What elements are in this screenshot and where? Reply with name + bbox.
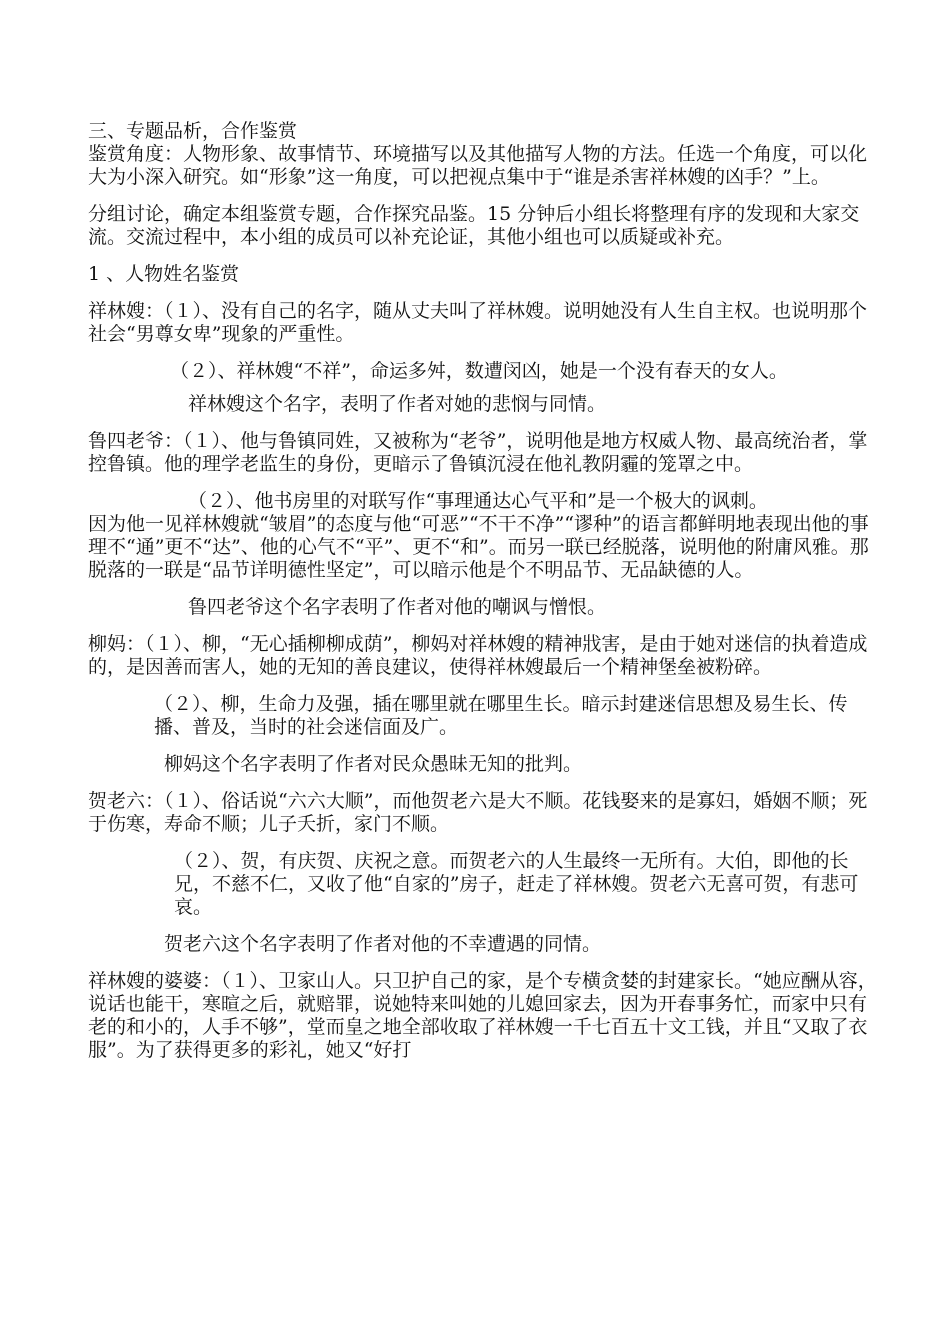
paragraph-xianglinsao-2: （２）、祥林嫂“不祥”，命运多舛，数遭闵凶，她是一个没有春天的女人。	[170, 360, 788, 382]
paragraph-helaoliu-summary: 贺老六这个名字表明了作者对他的不幸遭遇的同情。	[164, 933, 602, 955]
paragraph-liuma-2: （２）、柳，生命力及强，插在哪里就在哪里生长。暗示封建迷信思想及易生长、传播、普及，当时的社会迷信面及广。	[154, 693, 848, 738]
paragraph-xianglinsao-1: 祥林嫂：（１）、没有自己的名字，随从丈夫叫了祥林嫂。说明她没有人生自主权。也说明那个社会“男尊女卑”现象的严重性。	[88, 300, 868, 345]
paragraph-xianglinsao-summary: 祥林嫂这个名字，表明了作者对她的悲悯与同情。	[188, 393, 607, 415]
paragraph-liuma-summary: 柳妈这个名字表明了作者对民众愚昧无知的批判。	[164, 753, 583, 775]
paragraph-helaoliu-1: 贺老六：（１）、俗话说“六六大顺”，而他贺老六是大不顺。花钱娶来的是寡妇，婚姻不顺；死于伤寒，寿命不顺；儿子夭折，家门不顺。	[88, 790, 868, 835]
paragraph-lusilaoye-2-rest: 因为他一见祥林嫂就“皱眉”的态度与他“可恶”“不干不净”“谬种”的语言都鲜明地表现出他的事理不“通”更不“达”、他的心气不“平”、更不“和”。而另一联已经脱落，说明他的附庸风雅。那脱落的一联是“品节详明德性坚定”，可以暗示他是个不明品节、无品缺德的人。	[88, 513, 869, 581]
subheading-name-appreciation: 1 、人物姓名鉴赏	[88, 263, 240, 285]
paragraph-appreciation-angle: 鉴赏角度：人物形象、故事情节、环境描写以及其他描写人物的方法。任选一个角度，可以化大为小深入研究。如“形象”这一角度，可以把视点集中于“谁是杀害祥林嫂的凶手？”上。	[88, 143, 868, 188]
paragraph-lusilaoye-1: 鲁四老爷：（１）、他与鲁镇同姓，又被称为“老爷”，说明他是地方权威人物、最高统治者，掌控鲁镇。他的理学老监生的身份，更暗示了鲁镇沉浸在他礼教阴霾的笼罩之中。	[88, 430, 868, 475]
paragraph-liuma-1: 柳妈：（１）、柳，“无心插柳柳成荫”，柳妈对祥林嫂的精神戕害，是由于她对迷信的执着造成的，是因善而害人，她的无知的善良建议，使得祥林嫂最后一个精神堡垒被粉碎。	[88, 633, 868, 678]
section-heading: 三、专题品析，合作鉴赏	[88, 120, 298, 142]
paragraph-helaoliu-2: （２）、贺，有庆贺、庆祝之意。而贺老六的人生最终一无所有。大伯，即他的长兄，不慈不仁，又收了他“自家的”房子，赶走了祥林嫂。贺老六无喜可贺，有悲可哀。	[174, 850, 859, 918]
paragraph-mother-in-law-1: 祥林嫂的婆婆：（１）、卫家山人。只卫护自己的家，是个专横贪婪的封建家长。“她应酬从容，说话也能干，寒暄之后，就赔罪，说她特来叫她的儿媳回家去，因为开春事务忙，而家中只有老的和小的，人手不够”，堂而皇之地全部收取了祥林嫂一千七百五十文工钱，并且“又取了衣服”。为了获得更多的彩礼，她又“好打	[88, 970, 877, 1061]
paragraph-lusilaoye-2-first-line: （２）、他书房里的对联写作“事理通达心气平和”是一个极大的讽刺。	[188, 490, 768, 512]
paragraph-group-discussion: 分组讨论，确定本组鉴赏专题，合作探究品鉴。15 分钟后小组长将整理有序的发现和大家交流。交流过程中，本小组的成员可以补充论证，其他小组也可以质疑或补充。	[88, 203, 860, 248]
document-page	[88, 120, 878, 1062]
paragraph-lusilaoye-summary: 鲁四老爷这个名字表明了作者对他的嘲讽与憎恨。	[188, 596, 607, 618]
